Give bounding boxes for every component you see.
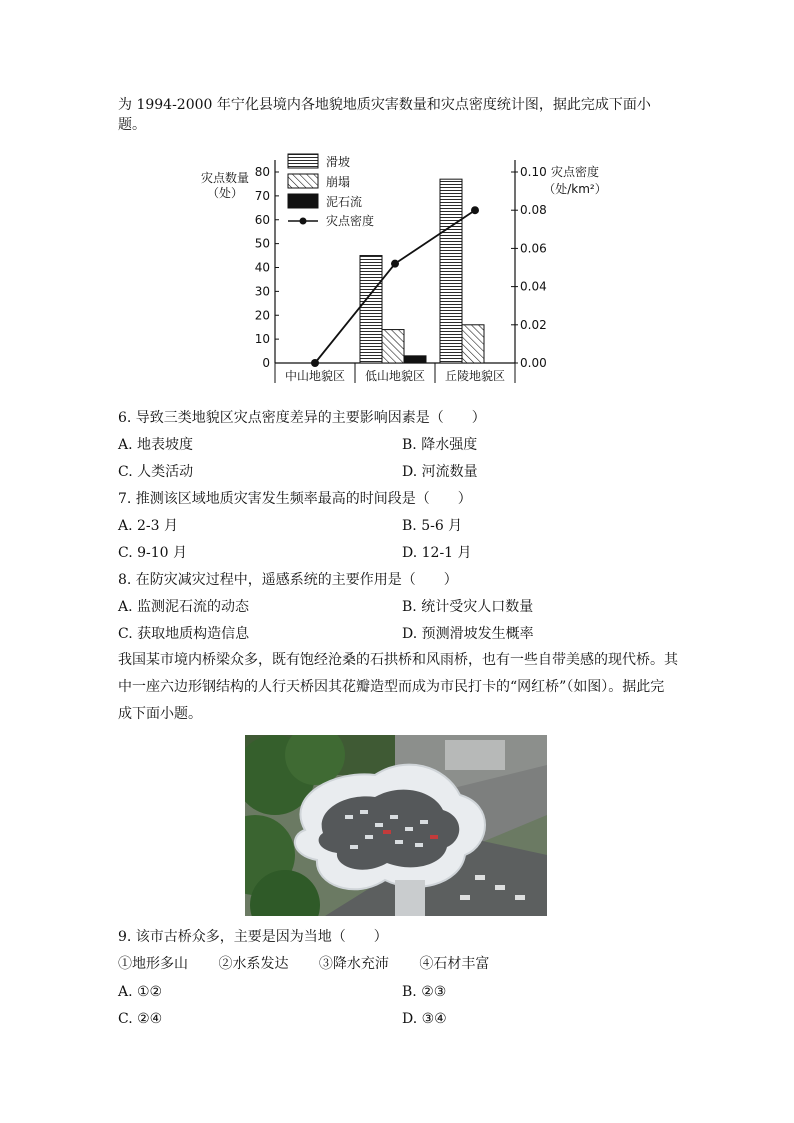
q9-statement-3: ③降水充沛 [318, 956, 389, 972]
bar-崩塌 [462, 325, 484, 363]
q9-option-b: B. ②③ [402, 984, 447, 1000]
y-tick-label-left: 60 [254, 212, 270, 227]
bar-滑坡 [440, 179, 462, 363]
y-tick-label-left: 80 [254, 165, 270, 179]
y-axis-title-right: （处/km²） [543, 182, 607, 196]
y-tick-label-left: 40 [254, 260, 270, 275]
legend-label: 崩塌 [326, 175, 351, 189]
y-tick-label-right: 0.02 [520, 317, 547, 332]
legend-swatch-泥石流 [288, 194, 318, 208]
legend-swatch-滑坡 [288, 154, 318, 168]
q7-option-c: C. 9-10 月 [118, 545, 188, 561]
question-6-stem: 6. 导致三类地貌区灾点密度差异的主要影响因素是（ ） [118, 410, 486, 426]
q7-option-b: B. 5-6 月 [402, 518, 463, 534]
q6-option-d: D. 河流数量 [402, 464, 478, 480]
y-tick-label-left: 70 [254, 188, 270, 203]
density-point [471, 206, 479, 214]
legend-label: 泥石流 [326, 195, 363, 209]
y-axis-title-right: 灾点密度 [550, 165, 600, 179]
q7-option-d: D. 12-1 月 [402, 545, 472, 561]
question-9-stem: 9. 该市古桥众多，主要是因为当地（ ） [118, 929, 388, 945]
q9-option-a: A. ①② [118, 984, 163, 1000]
q8-option-b: B. 统计受灾人口数量 [402, 599, 534, 615]
y-tick-label-left: 30 [254, 284, 270, 299]
density-point [391, 260, 399, 268]
legend-swatch-point [300, 218, 307, 225]
legend-label: 滑坡 [326, 155, 351, 169]
q6-option-b: B. 降水强度 [402, 437, 478, 453]
x-tick-label: 丘陵地貌区 [444, 369, 506, 383]
q8-option-a: A. 监测泥石流的动态 [118, 599, 250, 615]
bridge-passage: 我国某市境内桥梁众多，既有饱经沧桑的石拱桥和风雨桥，也有一些自带美感的现代桥。其中一座六边形钢结构的人行天桥因其花瓣造型而成为市民打卡的“网红桥”（如图）。据此完成下面小题。 [118, 652, 678, 722]
y-tick-label-left: 10 [254, 332, 270, 347]
y-tick-label-left: 0 [262, 356, 270, 370]
q6-option-a: A. 地表坡度 [118, 437, 194, 453]
intro-text: 为 1994-2000 年宁化县境内各地貌地质灾害数量和灾点密度统计图，据此完成下面小题。 [118, 97, 651, 133]
q9-option-d: D. ③④ [402, 1011, 447, 1027]
y-tick-label-left: 20 [254, 308, 270, 323]
q8-option-c: C. 获取地质构造信息 [118, 626, 250, 642]
q9-statements [118, 954, 515, 974]
density-point [311, 359, 319, 367]
y-tick-label-right: 0.00 [520, 356, 547, 370]
disaster-chart [190, 150, 610, 390]
legend-swatch-崩塌 [288, 174, 318, 188]
q9-statement-1: ①地形多山 [118, 956, 188, 972]
y-tick-label-right: 0.08 [520, 203, 547, 218]
x-tick-label: 低山地貌区 [364, 369, 426, 383]
q9-statement-4: ④石材丰富 [419, 956, 490, 972]
y-axis-title-left: 灾点数量 [200, 171, 250, 185]
q8-option-d: D. 预测滑坡发生概率 [402, 626, 534, 642]
y-tick-label-left: 50 [254, 236, 270, 251]
question-8-stem: 8. 在防灾减灾过程中，遥感系统的主要作用是（ ） [118, 572, 458, 588]
y-axis-title-left: （处） [206, 186, 244, 200]
bar-崩塌 [382, 330, 404, 363]
y-tick-label-right: 0.04 [520, 279, 547, 294]
question-7-stem: 7. 推测该区域地质灾害发生频率最高的时间段是（ ） [118, 491, 472, 507]
q9-statement-2: ②水系发达 [218, 956, 289, 972]
q7-option-a: A. 2-3 月 [118, 518, 179, 534]
q6-option-c: C. 人类活动 [118, 464, 194, 480]
x-tick-label: 中山地貌区 [284, 369, 346, 383]
bridge-photo [245, 735, 547, 916]
bar-滑坡 [360, 256, 382, 363]
q9-option-c: C. ②④ [118, 1011, 163, 1027]
legend-label: 灾点密度 [326, 214, 375, 228]
bar-泥石流 [404, 356, 426, 363]
y-tick-label-right: 0.10 [520, 165, 547, 179]
y-tick-label-right: 0.06 [520, 241, 547, 256]
